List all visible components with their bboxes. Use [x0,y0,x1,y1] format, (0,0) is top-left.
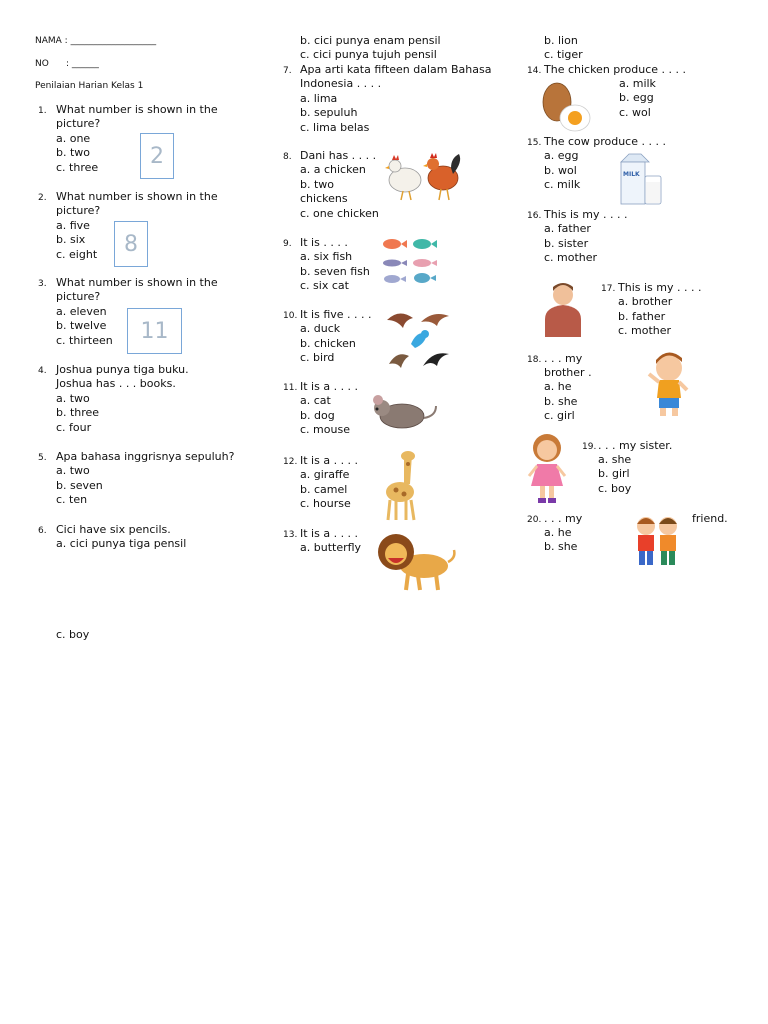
mouse-image [368,392,438,432]
question-18-head: . . . my [544,352,583,365]
option-a: a. egg [544,149,579,163]
question-number: 14. [527,66,542,76]
option-c: c. lima belas [300,120,370,134]
question-18 [544,366,592,424]
option-c: c. mother [618,324,672,338]
question-text: brother . [544,366,592,379]
question-number: 12. [283,457,298,467]
question-text: picture? [56,204,101,218]
option-b: b. lion [544,34,578,47]
option-b: b. six [56,233,86,247]
option-a: a. butterfly [300,541,362,555]
option-b: b. seven fish [300,264,370,278]
option-a: a. cat [300,394,331,408]
question-text: Indonesia . . . . [300,77,382,91]
option-b: b. three [56,406,100,420]
question-number: 18. [527,355,542,365]
option-c: c. hourse [300,497,351,511]
option-b: b. seven [56,478,103,492]
question-11 [300,380,358,438]
question-text: This is my . . . . [618,281,702,294]
option-c: c. boy [598,481,632,495]
boy-image [645,352,689,418]
option-b: b. she [544,540,578,554]
option-a: a. he [544,380,572,394]
option-c: c. tiger [544,48,583,62]
option-c: c. three [56,160,99,174]
option-a: a. father [544,222,591,236]
question-number: 7. [283,66,292,76]
option-c: c. four [56,420,92,434]
lion-image [376,528,456,592]
question-20-head: . . . my [544,512,583,525]
question-12 [300,454,358,512]
question-number: 3. [38,279,47,289]
option-b: b. she [544,394,578,408]
question-13-continued [544,34,583,63]
option-c: c. mother [544,251,598,265]
option-a: a. eleven [56,304,107,318]
question-number: 13. [283,530,298,540]
option-a: a. two [56,464,90,478]
option-b: b. camel [300,482,348,496]
option-c: c. thirteen [56,333,113,347]
birds-image [385,306,451,374]
option-b: b. cici punya enam pensil [300,34,441,47]
name-field: NAMA : ___________________ [35,36,157,46]
option-b: b. sepuluh [300,106,358,120]
page-title: Penilaian Harian Kelas 1 [35,81,144,91]
option-c: c. wol [619,105,651,119]
option-a: a. five [56,218,90,232]
question-16 [544,208,627,266]
question-text: It is . . . . [300,236,348,249]
option-a: a. brother [618,295,673,309]
option-c: c. six cat [300,279,349,293]
option-c: c. cici punya tujuh pensil [300,48,437,62]
number-box: 11 [127,308,182,354]
option-c: c. bird [300,351,335,365]
question-number: 1. [38,106,47,116]
question-number: 11. [283,383,298,393]
question-text: Apa bahasa inggrisnya sepuluh? [56,450,235,463]
question-1 [56,103,218,175]
question-14-options [619,77,656,120]
question-text: Joshua punya tiga buku. [56,363,189,376]
question-4 [56,363,189,435]
option-c: c. one chicken [300,206,379,220]
two-boys-image [628,514,686,570]
eggs-image [540,80,592,134]
question-text: It is a . . . . [300,380,359,393]
option-c: c. ten [56,493,88,507]
option-a: a. cici punya tiga pensil [56,537,187,551]
option-a: a. lima [300,91,338,105]
chickens-image [383,150,465,202]
option-a: a. giraffe [300,468,350,482]
option-b-continued: chickens [300,192,348,206]
girl-image [525,430,569,506]
option-a: a. a chicken [300,163,366,177]
option-a: a. she [598,453,632,466]
question-number: 19. [582,442,597,452]
question-number: 8. [283,152,292,162]
question-text: Apa arti kata fifteen dalam Bahasa [300,63,492,76]
question-13 [300,527,361,556]
question-number: 4. [38,366,47,376]
question-7 [300,63,491,135]
question-number: 10. [283,311,298,321]
number-field: : ______ [66,59,99,69]
question-number: 2. [38,193,47,203]
question-text: The cow produce . . . . [544,135,666,148]
question-text: What number is shown in the [56,103,218,116]
question-text: It is a . . . . [300,454,359,467]
option-b: b. wol [544,163,577,177]
question-9 [300,236,370,294]
option-c: c. girl [544,409,575,423]
option-b: b. chicken [300,336,356,350]
question-text: picture? [56,117,101,131]
giraffe-image [380,450,424,522]
stray-option: c. boy [56,628,90,641]
number-box: 2 [140,133,174,179]
question-number: 9. [283,239,292,249]
option-a: a. one [56,131,91,145]
question-text: It is five . . . . [300,308,372,321]
question-text: picture? [56,290,101,304]
question-5 [56,450,234,508]
question-6 [56,523,186,552]
question-number: 16. [527,211,542,221]
option-b: b. two [300,177,335,191]
option-b: b. girl [598,467,630,481]
man-image [543,279,583,337]
question-6-continued [300,34,441,63]
fish-image [380,236,440,294]
question-text: Joshua has . . . books. [56,377,176,391]
question-8 [300,149,379,221]
question-text: What number is shown in the [56,276,218,289]
option-a: a. six fish [300,250,353,264]
question-19 [598,453,631,496]
option-b: b. sister [544,236,589,250]
option-b: b. twelve [56,319,107,333]
option-a: a. milk [619,77,656,90]
option-c: c. milk [544,178,581,192]
option-a: a. duck [300,322,341,336]
option-b: b. two [56,146,91,160]
option-c: c. eight [56,247,98,261]
question-17 [618,281,701,339]
option-a: a. two [56,391,90,405]
question-text: Cici have six pencils. [56,523,171,536]
milk-label: MILK [623,171,640,178]
question-number: 15. [527,138,542,148]
option-b: b. father [618,309,666,323]
question-text: Dani has . . . . [300,149,377,162]
question-number: 6. [38,526,47,536]
question-14: The chicken produce . . . . [544,63,687,76]
question-number: 20. [527,515,542,525]
question-10 [300,308,372,366]
question-number: 5. [38,453,47,463]
question-text: This is my . . . . [544,208,628,221]
question-number: 17. [601,284,616,294]
option-c: c. mouse [300,423,350,437]
question-19-head: . . . my sister. [598,439,673,452]
question-20 [544,526,577,555]
question-20-tail: friend. [692,512,728,525]
option-b: b. dog [300,408,335,422]
number-label: NO [35,59,49,69]
milk-carton-image [617,152,665,206]
question-text: It is a . . . . [300,527,359,540]
option-a: a. he [544,526,572,539]
option-b: b. egg [619,91,654,105]
number-box: 8 [114,221,148,267]
question-text: What number is shown in the [56,190,218,203]
